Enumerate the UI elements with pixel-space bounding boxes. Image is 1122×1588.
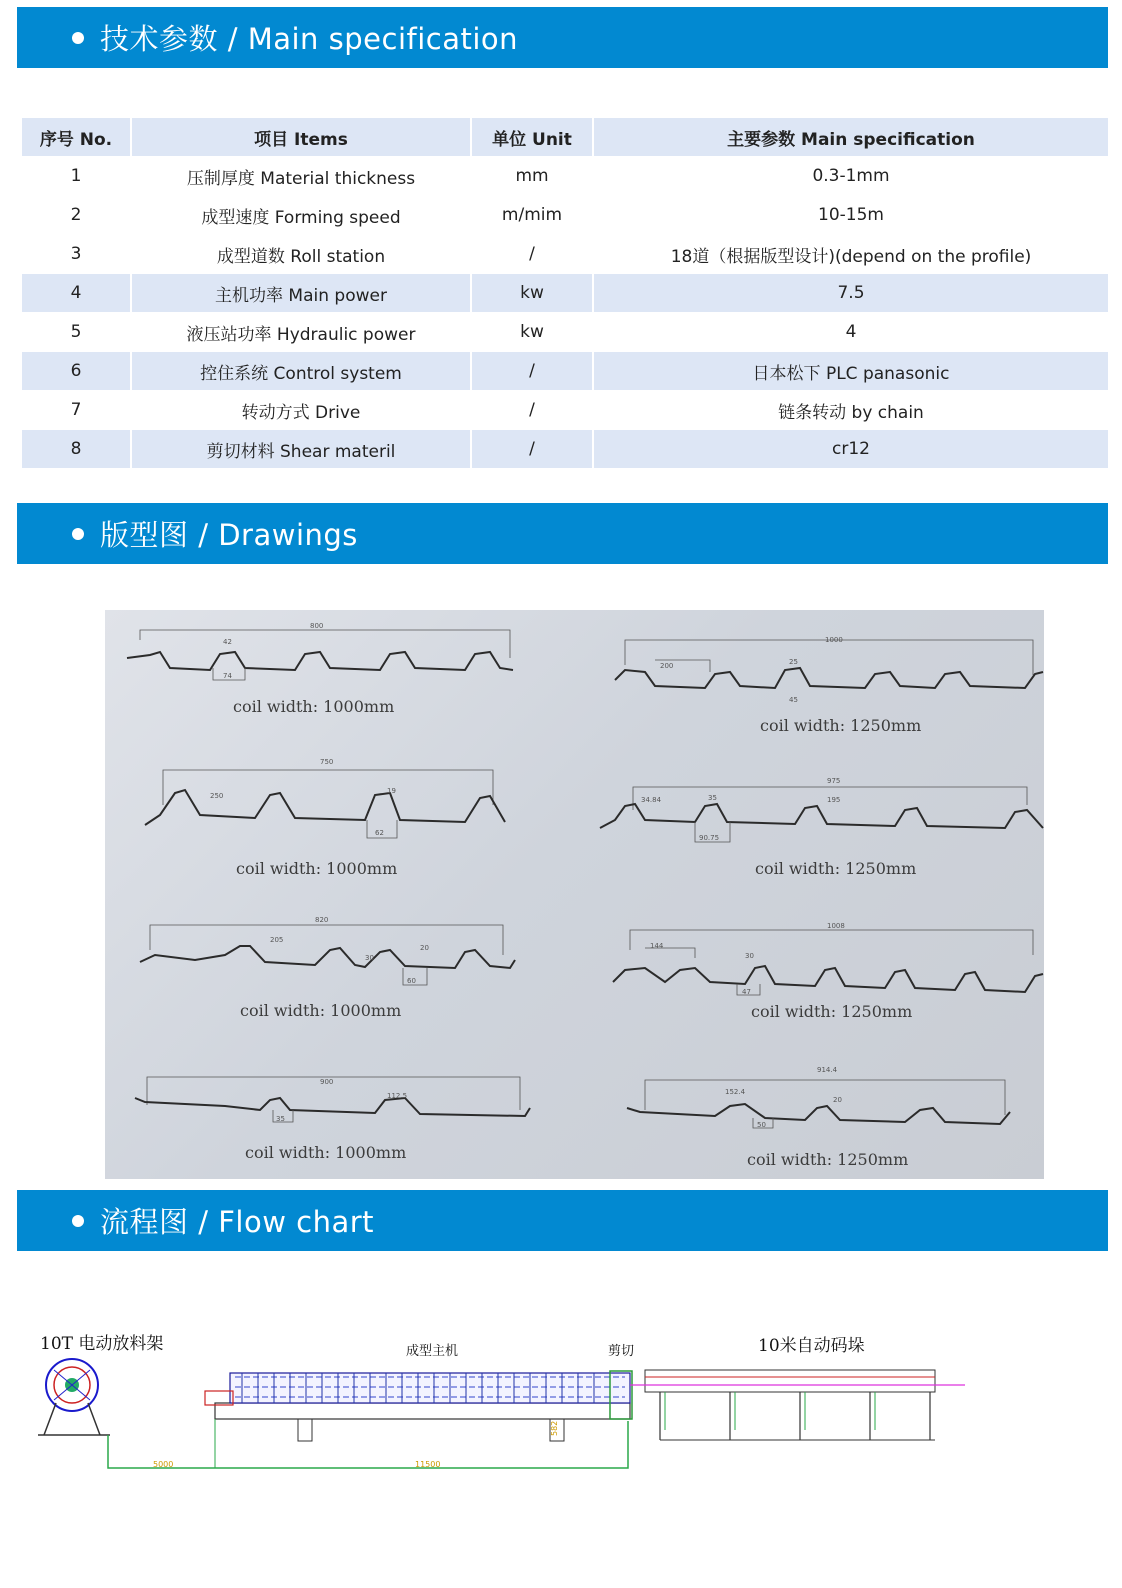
bullet-icon [72,32,84,44]
profile-dim-label: 30 [745,952,754,960]
table-row [22,352,1108,391]
table-row [22,235,1108,274]
header-items: 项目 Items [132,118,472,157]
length-dimension-label: 5000 [153,1460,174,1469]
cell-unit: kw [472,313,594,352]
header-spec: 主要参数 Main specification [594,118,1108,157]
table-row [22,274,1108,313]
profile-dim-label: 20 [833,1096,842,1104]
cell-spec: 7.5 [594,274,1108,313]
decoiler-label: 10T 电动放料架 [40,1334,164,1354]
profile-dim-label: 60 [407,977,416,985]
forming-machine-label: 成型主机 [406,1344,459,1359]
coil-width-label: coil width: 1250mm [760,716,922,735]
table-row [22,196,1108,235]
profile-width-label: 1008 [827,922,845,930]
profile-width-label: 914.4 [817,1066,838,1074]
profile-dim-label: 45 [789,696,798,704]
cell-spec: 10-15m [594,196,1108,235]
cell-item: 转动方式 Drive [132,391,472,430]
profile-dim-label: 112.5 [387,1092,408,1100]
flow-section-header [17,1190,1108,1251]
table-row [22,430,1108,469]
coil-width-label: coil width: 1250mm [751,1002,913,1021]
cell-spec: 0.3-1mm [594,157,1108,196]
profile-dim-label: 152.4 [725,1088,746,1096]
profile-dim-label: 25 [789,658,798,666]
profile-dim-label: 35 [276,1115,285,1123]
profile-dim-label: 62 [375,829,384,837]
coil-width-label: coil width: 1000mm [245,1143,407,1162]
spec-section-title: 技术参数 / Main specification [100,22,519,56]
profile-width-label: 820 [315,916,329,924]
cell-unit: / [472,235,594,274]
cell-no: 5 [22,313,132,352]
cell-spec: 日本松下 PLC panasonic [594,352,1108,391]
header-no: 序号 No. [22,118,132,157]
coil-width-label: coil width: 1250mm [747,1150,909,1169]
cell-unit: / [472,430,594,469]
profile-dim-label: 42 [223,638,232,646]
profile-drawings [105,610,1044,1179]
profile-dim-label: 250 [210,792,224,800]
cell-no: 8 [22,430,132,469]
profile-width-label: 1000 [825,636,843,644]
stacker-drawing [630,1336,965,1440]
profile-width-label: 975 [827,777,841,785]
cell-item: 压制厚度 Material thickness [132,157,472,196]
cell-unit: kw [472,274,594,313]
header-unit: 单位 Unit [472,118,594,157]
coil-width-label: coil width: 1000mm [240,1001,402,1020]
cell-item: 成型速度 Forming speed [132,196,472,235]
cell-no: 1 [22,157,132,196]
coil-width-label: coil width: 1000mm [233,697,395,716]
profile-dim-label: 19 [387,787,396,795]
profile-dim-label: 47 [742,988,751,996]
cell-spec: 链条转动 by chain [594,391,1108,430]
bullet-icon [72,1215,84,1227]
cell-item: 成型道数 Roll station [132,235,472,274]
profile-dim-label: 195 [827,796,841,804]
profile-width-label: 750 [320,758,334,766]
drawings-image [105,610,1044,1179]
drawings-section-header [17,503,1108,564]
profile-width-label: 800 [310,622,324,630]
table-row [22,313,1108,352]
drawings-section-title: 版型图 / Drawings [100,518,358,552]
cell-item: 主机功率 Main power [132,274,472,313]
profile-drawing [145,758,505,878]
bullet-icon [72,528,84,540]
spec-table [22,118,1108,469]
profile-dim-label: 35 [708,794,717,802]
profile-drawing [600,777,1043,878]
cell-no: 7 [22,391,132,430]
profile-drawing [613,922,1043,1021]
forming-machine-drawing [205,1343,630,1441]
profile-dim-label: 34.84 [641,796,662,804]
cell-unit: m/mim [472,196,594,235]
profile-drawing [135,1077,530,1162]
cell-no: 4 [22,274,132,313]
cell-no: 2 [22,196,132,235]
profile-dim-label: 200 [660,662,674,670]
cell-item: 控住系统 Control system [132,352,472,391]
table-row [22,391,1108,430]
profile-dim-label: 74 [223,672,232,680]
profile-drawing [140,916,515,1020]
coil-width-label: coil width: 1000mm [236,859,398,878]
cell-spec: 4 [594,313,1108,352]
cell-spec: 18道（根据版型设计)(depend on the profile) [594,235,1108,274]
cell-item: 液压站功率 Hydraulic power [132,313,472,352]
cell-unit: / [472,352,594,391]
table-header-row [22,118,1108,157]
profile-dim-label: 205 [270,936,284,944]
flow-chart-drawing [30,1325,980,1475]
profile-dim-label: 144 [650,942,664,950]
stacker-label: 10米自动码垛 [758,1336,865,1356]
cell-unit: mm [472,157,594,196]
height-dimension-label: 582 [550,1420,559,1436]
decoiler-drawing [38,1334,163,1435]
cutting-label: 剪切 [608,1344,635,1359]
flow-section-title: 流程图 / Flow chart [100,1205,375,1239]
profile-dim-label: 30 [365,954,374,962]
spec-section-header [17,7,1108,68]
profile-drawing [127,622,513,716]
cell-item: 剪切材料 Shear materil [132,430,472,469]
profile-drawing [615,636,1043,735]
profile-dim-label: 50 [757,1121,766,1129]
coil-width-label: coil width: 1250mm [755,859,917,878]
cell-unit: / [472,391,594,430]
cell-no: 6 [22,352,132,391]
profile-dim-label: 90.75 [699,834,720,842]
profile-width-label: 900 [320,1078,334,1086]
length-dimension-label: 11500 [415,1460,441,1469]
cell-spec: cr12 [594,430,1108,469]
profile-dim-label: 20 [420,944,429,952]
profile-drawing [627,1066,1010,1169]
cell-no: 3 [22,235,132,274]
table-row [22,157,1108,196]
